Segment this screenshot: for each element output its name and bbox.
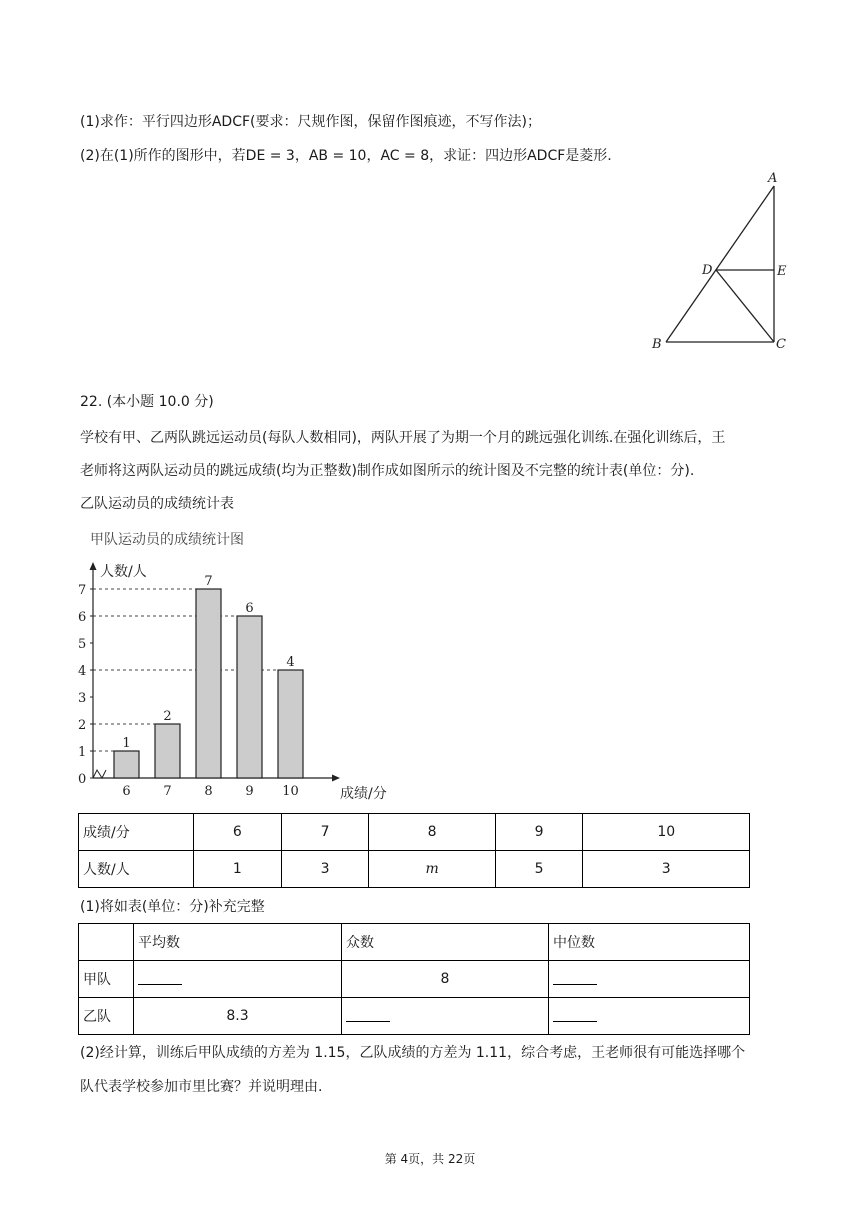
label-b: B xyxy=(652,337,662,352)
bar xyxy=(155,724,180,778)
q22-part2-line2: 队代表学校参加市里比赛？并说明理由. xyxy=(80,1079,323,1095)
cell-header: 众数 xyxy=(342,924,549,961)
x-tick-label: 6 xyxy=(122,784,131,799)
score-table xyxy=(78,813,750,888)
cell: 3 xyxy=(281,851,369,888)
cell: 3 xyxy=(583,851,750,888)
x-tick-label: 7 xyxy=(163,784,172,799)
q22-stem-line1: 学校有甲、乙两队跳远运动员(每队人数相同)，两队开展了为期一个月的跳远强化训练.在强化训练后，王 xyxy=(80,430,726,446)
table-row xyxy=(79,851,750,888)
x-axis-arrow-icon xyxy=(332,775,340,782)
x-tick-label: 8 xyxy=(204,784,213,799)
y-tick-label: 7 xyxy=(78,583,87,598)
cell-blank xyxy=(549,961,750,998)
cell-empty xyxy=(79,924,134,961)
cell: 7 xyxy=(281,814,369,851)
bar xyxy=(114,751,139,778)
stats-table xyxy=(78,923,750,1035)
cell: 10 xyxy=(583,814,750,851)
cell-blank xyxy=(549,998,750,1035)
q21-part2: (2)在(1)所作的图形中，若DE = 3，AB = 10，AC = 8，求证：四边形ADCF是菱形. xyxy=(80,148,612,164)
q22-part2-line1: (2)经计算，训练后甲队成绩的方差为 1.15，乙队成绩的方差为 1.11，综合考虑，王老师很有可能选择哪个 xyxy=(80,1045,746,1061)
axis-break-icon xyxy=(93,770,106,778)
label-c: C xyxy=(776,337,786,352)
cell: 1 xyxy=(194,851,282,888)
bar-chart xyxy=(66,520,406,810)
table-row xyxy=(79,924,750,961)
triangle-figure xyxy=(648,168,798,358)
y-tick-label: 3 xyxy=(78,691,87,706)
bar xyxy=(278,670,303,778)
table-caption: 乙队运动员的成绩统计表 xyxy=(80,496,234,512)
x-tick-label: 10 xyxy=(282,784,299,799)
bar xyxy=(237,616,262,778)
label-d: D xyxy=(702,263,713,278)
label-a: A xyxy=(768,171,778,186)
table-row xyxy=(79,814,750,851)
cell: 8 xyxy=(342,961,549,998)
bar-value-label: 7 xyxy=(204,574,213,589)
y-tick-label: 6 xyxy=(78,610,87,625)
q22-stem-line2: 老师将这两队运动员的跳远成绩(均为正整数)制作成如图所示的统计图及不完整的统计表(单位：分). xyxy=(80,463,695,479)
cell: 8.3 xyxy=(134,998,342,1035)
bar-value-label: 2 xyxy=(163,709,172,724)
bar-value-label: 1 xyxy=(122,736,131,751)
answer-blank[interactable] xyxy=(553,972,597,985)
cell-header: 平均数 xyxy=(134,924,342,961)
y-axis-label: 人数/人 xyxy=(100,564,147,580)
cell-header: 人数/人 xyxy=(79,851,194,888)
cell-m: m xyxy=(369,851,495,888)
bar-value-label: 6 xyxy=(245,601,254,616)
y-tick-label: 4 xyxy=(78,664,87,679)
bar-value-label: 4 xyxy=(286,655,295,670)
y-tick-label: 1 xyxy=(78,745,87,760)
y-tick-label: 5 xyxy=(78,637,87,652)
answer-blank[interactable] xyxy=(553,1009,597,1022)
q22-part1: (1)将如表(单位：分)补充完整 xyxy=(80,899,265,915)
x-axis-label: 成绩/分 xyxy=(340,786,387,802)
cell-blank xyxy=(134,961,342,998)
row-label: 甲队 xyxy=(79,961,134,998)
q22-header: 22. (本小题 10.0 分) xyxy=(80,394,214,410)
answer-blank[interactable] xyxy=(138,972,182,985)
page-footer: 第 4页，共 22页 xyxy=(384,1152,476,1166)
table-row xyxy=(79,961,750,998)
cell: 8 xyxy=(369,814,495,851)
q21-part1: (1)求作：平行四边形ADCF(要求：尺规作图，保留作图痕迹，不写作法)； xyxy=(80,114,541,130)
label-e: E xyxy=(777,264,787,279)
table-row xyxy=(79,998,750,1035)
bar xyxy=(196,589,221,778)
cell-header: 成绩/分 xyxy=(79,814,194,851)
y-axis-arrow-icon xyxy=(90,562,97,570)
cell-header: 中位数 xyxy=(549,924,750,961)
chart-title: 甲队运动员的成绩统计图 xyxy=(90,532,244,548)
cell: 9 xyxy=(495,814,583,851)
row-label: 乙队 xyxy=(79,998,134,1035)
y-tick-label: 0 xyxy=(78,772,87,787)
cell: 5 xyxy=(495,851,583,888)
cell: 6 xyxy=(194,814,282,851)
y-tick-label: 2 xyxy=(78,718,87,733)
x-tick-label: 9 xyxy=(245,784,254,799)
answer-blank[interactable] xyxy=(346,1009,390,1022)
cell-blank xyxy=(342,998,549,1035)
